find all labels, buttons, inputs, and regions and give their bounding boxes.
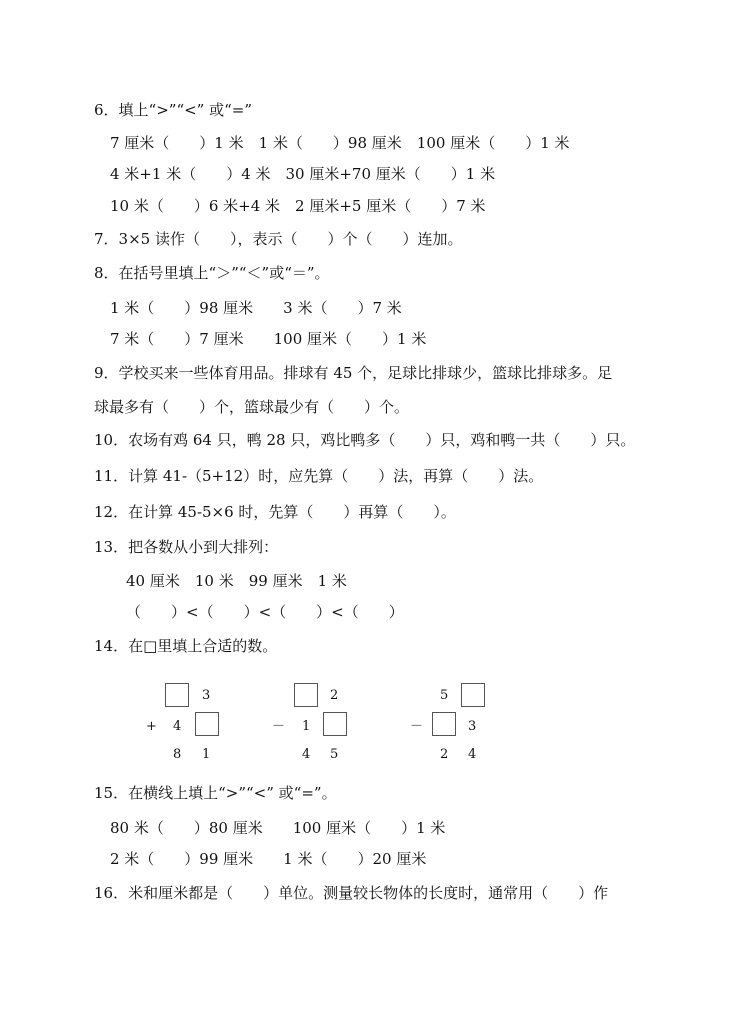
q14-p2-mid-box[interactable] [323,712,347,736]
q6-row-2: 4 米+1 米（ ）4 米 30 厘米+70 厘米（ ）1 米 [110,165,496,183]
q14-p2-result-2: 5 [330,747,339,762]
q15-row-2: 2 米（ ）99 厘米 1 米（ ）20 厘米 [110,850,427,868]
q6-row-3: 10 米（ ）6 米+4 米 2 厘米+5 厘米（ ）7 米 [110,197,486,215]
q14-p3-mid-digit: 3 [468,719,477,734]
q13-order: （ ）<（ ）<（ ）<（ ） [126,603,404,621]
q14-p2-result-1: 4 [302,747,311,762]
q14-p3-operator: － [410,719,424,734]
q8-row-2: 7 米（ ）7 厘米 100 厘米（ ）1 米 [110,330,427,348]
q14-title: 14．在□里填上合适的数。 [94,637,278,655]
q13-title: 13．把各数从小到大排列： [94,538,279,556]
q14-p2-top-box[interactable] [294,683,318,707]
q14-p1-operator: + [146,719,157,734]
q15-row-1: 80 米（ ）80 厘米 100 厘米（ ）1 米 [110,819,446,837]
q15-title: 15．在横线上填上“>”“<” 或“=”。 [94,784,337,802]
q6-row-1: 7 厘米（ ）1 米 1 米（ ）98 厘米 100 厘米（ ）1 米 [110,134,570,152]
q10-text: 10．农场有鸡 64 只，鸭 28 只，鸡比鸭多（ ）只，鸡和鸭一共（ ）只。 [94,431,636,449]
q16-text: 16．米和厘米都是（ ）单位。测量较长物体的长度时，通常用（ ）作 [94,884,609,902]
q14-p1-top-digit: 3 [202,688,211,703]
q12-text: 12．在计算 45-5×6 时，先算（ ）再算（ ）。 [94,503,456,521]
q13-numbers: 40 厘米 10 米 99 厘米 1 米 [126,572,347,590]
q8-row-1: 1 米（ ）98 厘米 3 米（ ）7 米 [110,299,402,317]
q14-p3-result-2: 4 [468,747,477,762]
q14-p2-mid-digit: 1 [302,719,311,734]
q6-title: 6．填上“>”“<” 或“=” [94,101,253,119]
q14-p1-mid-digit: 4 [173,719,182,734]
q14-p1-top-box[interactable] [165,683,189,707]
q14-p3-result-1: 2 [440,747,449,762]
q14-p2-operator: － [272,719,286,734]
q14-p1-result-2: 1 [202,747,211,762]
q7-text: 7．3×5 读作（ ），表示（ ）个（ ）连加。 [94,230,463,248]
q14-p2-top-digit: 2 [330,688,339,703]
q11-text: 11．计算 41-（5+12）时，应先算（ ）法，再算（ ）法。 [94,467,544,485]
q14-p1-result-1: 8 [173,747,182,762]
q8-title: 8．在括号里填上“＞”“＜”或“＝”。 [94,264,330,282]
q14-p3-mid-box[interactable] [432,712,456,736]
q9-line-1: 9．学校买来一些体育用品。排球有 45 个，足球比排球少，篮球比排球多。足 [94,364,613,382]
q9-line-2: 球最多有（ ）个，篮球最少有（ ）个。 [94,398,410,416]
q14-p3-top-box[interactable] [461,683,485,707]
q14-p1-mid-box[interactable] [195,712,219,736]
q14-p3-top-digit: 5 [440,688,449,703]
